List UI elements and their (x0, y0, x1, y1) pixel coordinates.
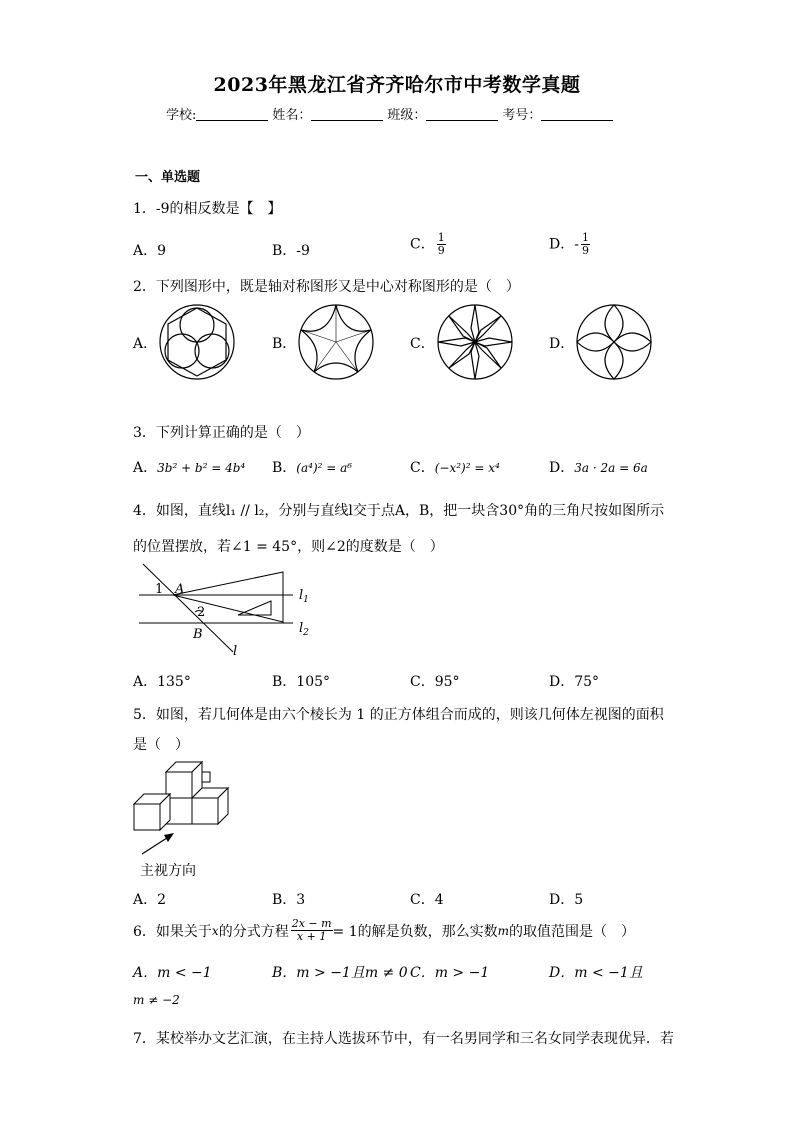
q2-figure-d (574, 302, 654, 382)
q5-option-c: C．4 (410, 892, 444, 908)
q3-option-a: A．3b² + b² = 4b⁴ (133, 460, 246, 476)
q5-option-d: D．5 (549, 892, 584, 908)
q2-label-c: C． (410, 336, 435, 352)
q3-option-d-expr: 3a · 2a = 6a (574, 461, 648, 475)
l1-label: $l_1$ (299, 588, 309, 605)
school-blank[interactable] (196, 108, 268, 121)
q5-stem-line1: 5．如图，若几何体是由六个棱长为 1 的正方体组合而成的，则该几何体左视图的面积 (133, 707, 664, 723)
q6-option-d: D．m < −1且 (549, 965, 643, 981)
q4-option-b: B．105° (272, 674, 331, 690)
q2-figure-c (435, 302, 515, 382)
name-label: 姓名： (272, 108, 312, 123)
q1-stem: 1．-9的相反数是【 】 (133, 201, 282, 217)
q6-option-a: A．m < −1 (133, 965, 212, 981)
q1-option-b: B．-9 (272, 243, 310, 259)
q3-option-a-expr: 3b² + b² = 4b⁴ (157, 461, 246, 475)
q5-figure-label: 主视方向 (140, 863, 196, 879)
q2-figure-b (296, 302, 376, 382)
student-info-line (166, 104, 617, 123)
q3-option-c: C．(−x²)² = x⁴ (410, 460, 500, 476)
class-blank[interactable] (426, 108, 498, 121)
number-label: 考号： (502, 108, 542, 123)
name-blank[interactable] (311, 108, 383, 121)
q4-option-a: A．135° (133, 674, 191, 690)
q2-label-a: A． (133, 336, 158, 352)
q6-option-c: C．m > −1 (410, 965, 490, 981)
q6-stem: 6．如果关于 x 的分式方程 $\frac{2x - m}{x + 1}$ = 1的解是负数，那么实数 m 的取值范围是（ ） (133, 917, 636, 943)
q2-stem: 2．下列图形中，既是轴对称图形又是中心对称图形的是（ ） (133, 279, 520, 295)
q1-option-d (549, 232, 590, 257)
q6-fraction: $\frac{2x - m}{x + 1}$ (291, 917, 332, 943)
q6-var-m: m (497, 923, 510, 938)
angle-2-label: 2 (197, 605, 206, 620)
l2-label: $l_2$ (299, 621, 309, 638)
q1-option-c (410, 232, 446, 257)
q6-option-d-continued: m ≠ −2 (133, 993, 180, 1007)
point-a-label: A (175, 582, 185, 597)
q3-option-d: D．3a · 2a = 6a (549, 460, 648, 476)
q6-option-b: B．m > −1且m ≠ 0 (272, 965, 408, 981)
class-label: 班级： (387, 108, 427, 123)
q2-figure-a (157, 302, 237, 382)
q4-option-c: C．95° (410, 674, 460, 690)
q3-option-b: B．(a⁴)² = a⁶ (272, 460, 353, 476)
q2-label-d: D． (549, 336, 575, 352)
school-label: 学校: (166, 108, 197, 123)
q4-stem-line2: 的位置摆放，若∠1 = 45°，则∠2的度数是（ ） (133, 539, 444, 555)
q5-option-a: A．2 (133, 892, 167, 908)
q1-option-d-label: D．- (549, 236, 579, 253)
q1-option-d-fraction: $\frac{1}{9}$ (581, 231, 589, 257)
q5-option-b: B．3 (272, 892, 306, 908)
q3-option-b-expr: (a⁴)² = a⁶ (296, 461, 353, 475)
triangle-ruler-inner (238, 601, 271, 615)
q3-option-c-expr: (−x²)² = x⁴ (434, 461, 500, 475)
q3-stem: 3．下列计算正确的是（ ） (133, 425, 310, 441)
q1-option-c-label: C． (410, 236, 435, 253)
l-label: l (233, 644, 238, 659)
q4-option-d: D．75° (549, 674, 600, 690)
point-b-label: B (193, 627, 203, 642)
q5-stem-line2: 是（ ） (133, 737, 189, 753)
q7-stem: 7．某校举办文艺汇演，在主持人选拔环节中，有一名男同学和三名女同学表现优异．若 (133, 1031, 674, 1047)
q6-var-x: x (211, 923, 219, 938)
section-heading: 一、单选题 (135, 170, 201, 185)
q4-stem-line1: 4．如图，直线l₁ // l₂，分别与直线l交于点A，B，把一块含30°角的三角尺按如图所示 (133, 503, 665, 519)
line-l (143, 564, 233, 652)
q5-cube-figure (130, 758, 240, 858)
number-blank[interactable] (541, 108, 613, 121)
q1-option-c-fraction: $\frac{1}{9}$ (437, 231, 445, 257)
q2-label-b: B． (272, 336, 297, 352)
angle-1-label: 1 (155, 582, 164, 597)
q4-figure (133, 562, 323, 662)
q1-option-a: A．9 (133, 243, 167, 259)
page-title: 2023年黑龙江省齐齐哈尔市中考数学真题 (213, 74, 581, 96)
